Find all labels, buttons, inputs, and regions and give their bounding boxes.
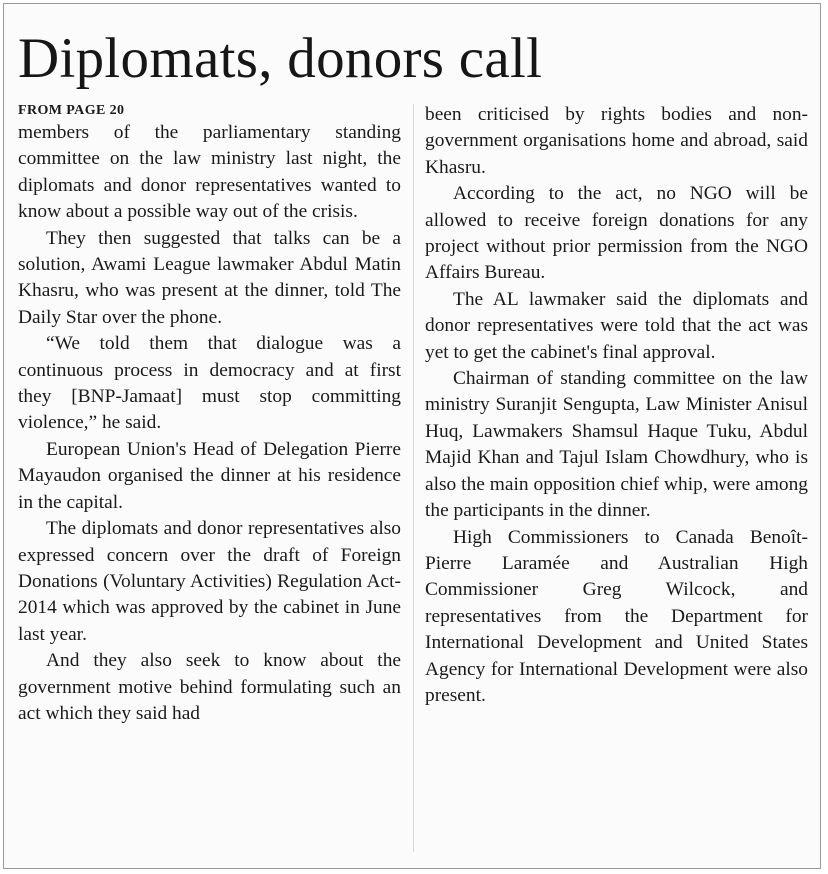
paragraph: High Commissioners to Canada Benoît-Pierre Laramée and Australian High Commissioner Greg Wilcock, and representatives from the Department for International Development and United States Agency for International Development were also present. xyxy=(425,526,808,706)
paragraph: been criticised by rights bodies and non-government organisations home and abroad, said Khasru. xyxy=(425,104,808,178)
headline: Diplomats, donors call xyxy=(18,27,543,90)
continuation-kicker: FROM PAGE 20 xyxy=(18,103,125,118)
left-column xyxy=(18,102,401,727)
right-column xyxy=(425,102,808,709)
paragraph: “We told them that dialogue was a continuous process in democracy and at first they [BNP-Jamaat] must stop committing violence,” he said. xyxy=(18,333,401,434)
paragraph: European Union's Head of Delegation Pierre Mayaudon organised the dinner at his residence in the capital. xyxy=(18,438,401,513)
paragraph: The diplomats and donor representatives also expressed concern over the draft of Foreign Donations (Voluntary Activities) Regulation Act- 2014 which was approved by the cabinet in June last year. xyxy=(18,518,401,645)
paragraph: members of the parliamentary standing committee on the law ministry last night, the diplomats and donor representatives wanted to know about a possible way out of the crisis. xyxy=(18,122,401,223)
paragraph: The AL lawmaker said the diplomats and donor representatives were told that the act was yet to get the cabinet's final approval. xyxy=(425,288,808,363)
column-divider xyxy=(413,104,414,852)
paragraph: They then suggested that talks can be a solution, Awami League lawmaker Abdul Matin Khasru, who was present at the dinner, told The Daily Star over the phone. xyxy=(18,227,401,328)
paragraph: Chairman of standing committee on the law ministry Suranjit Sengupta, Law Minister Anisul Huq, Lawmakers Shamsul Haque Tuku, Abdul Majid Khan and Tajul Islam Chowdhury, who is also the main opposition chief whip, were among the participants in the dinner. xyxy=(425,368,808,522)
paragraph: And they also seek to know about the government motive behind formulating such an act which they said had xyxy=(18,650,401,724)
paragraph: According to the act, no NGO will be allowed to receive foreign donations for any project without prior permission from the NGO Affairs Bureau. xyxy=(425,183,808,284)
